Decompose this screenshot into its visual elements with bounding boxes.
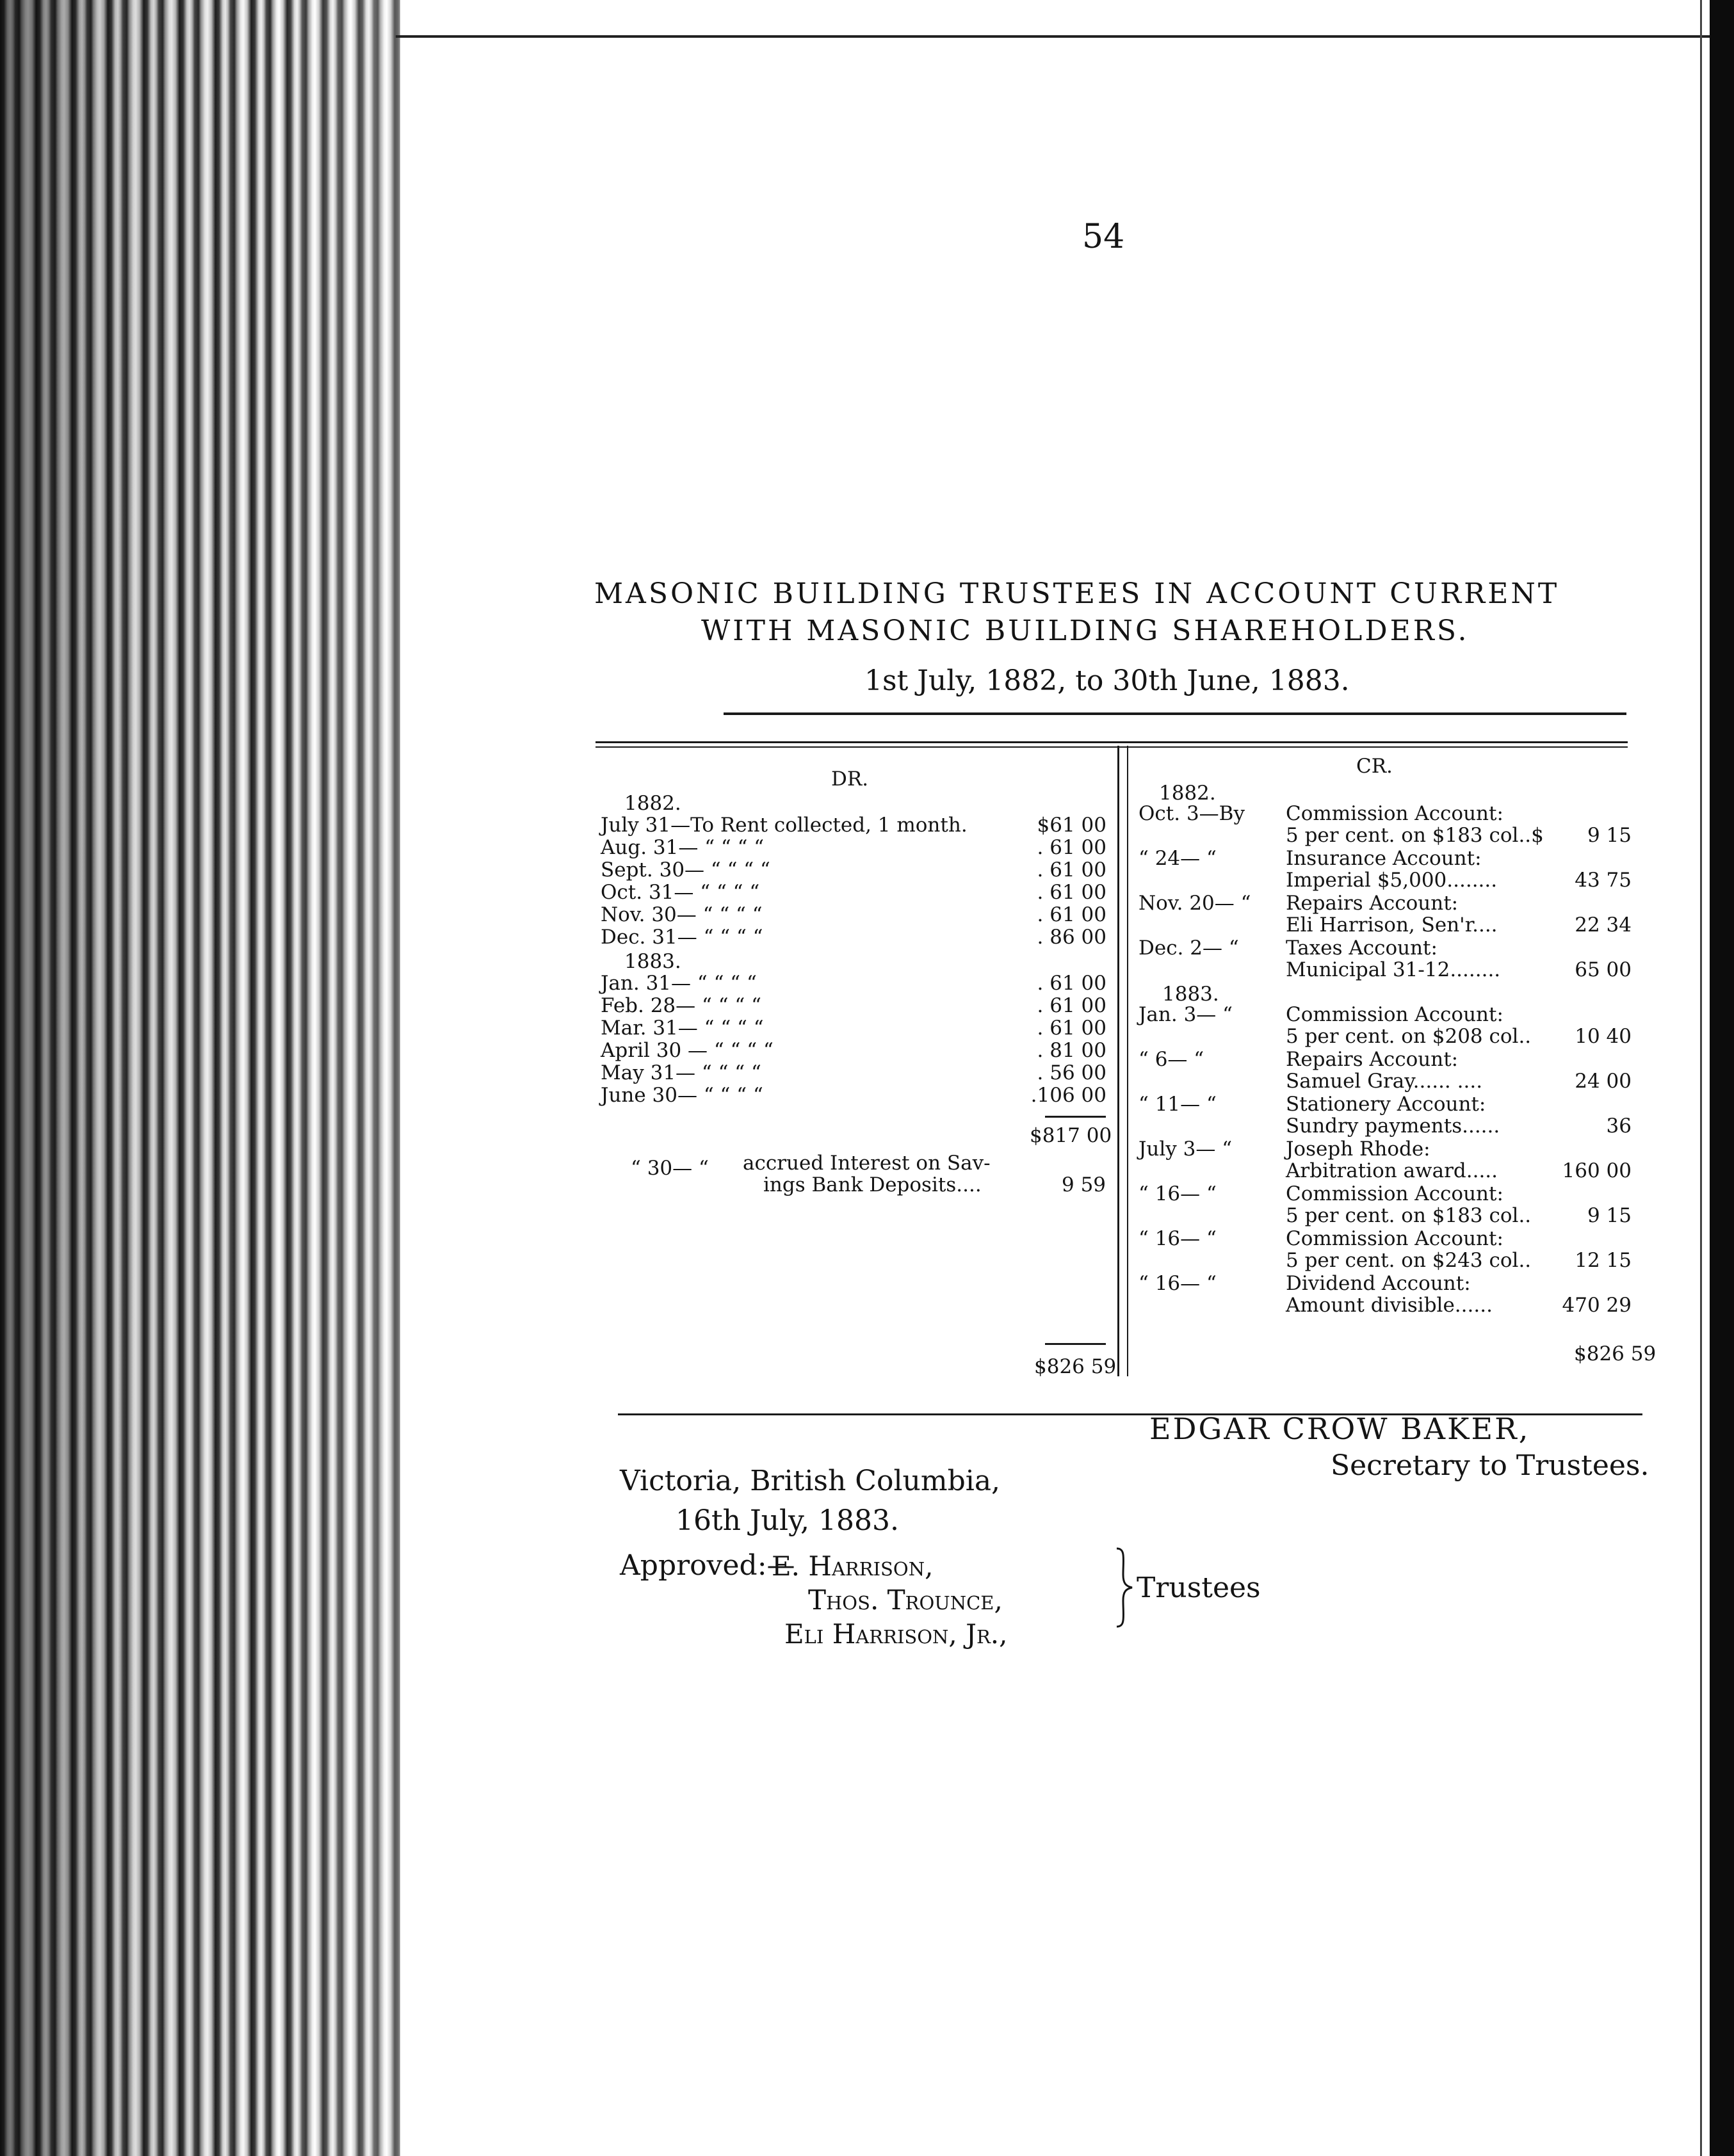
dr-entry-amount: . 56 00 [1037, 1061, 1106, 1084]
title-line-2: WITH MASONIC BUILDING SHAREHOLDERS. [701, 615, 1470, 647]
cr-entry-account: Commission Account: [1286, 1182, 1503, 1205]
cr-year-1882: 1882. [1159, 782, 1216, 805]
approver-3: Eli Harrison, Jr., [784, 1618, 1008, 1650]
dr-entry-date: May 31— “ “ “ “ [601, 1061, 761, 1084]
dr-interest-amount: 9 59 [1062, 1173, 1106, 1196]
dr-entry-date: July 31—To Rent collected, 1 month. [601, 814, 968, 837]
dr-interest-line-2: ings Bank Deposits.... [763, 1173, 982, 1196]
cr-heading: CR. [1356, 755, 1393, 778]
dr-entry-date: Aug. 31— “ “ “ “ [601, 836, 765, 859]
approved-label: Approved:— [620, 1549, 795, 1582]
dr-entry-amount: . 86 00 [1037, 926, 1106, 949]
cr-entry-amount: 9 15 [1587, 1204, 1632, 1227]
dr-interest-date: “ 30— “ [631, 1157, 709, 1180]
cr-entry-amount: 9 15 [1587, 824, 1632, 847]
dr-year-1882: 1882. [624, 792, 681, 815]
cr-entry-amount: 65 00 [1575, 958, 1632, 981]
cr-entry-account: Stationery Account: [1286, 1093, 1486, 1116]
cr-entry-date: “ 11— “ [1138, 1093, 1217, 1116]
approver-1: E. Harrison, [772, 1550, 934, 1582]
column-divider-thin [1127, 746, 1128, 1376]
brace-icon [1113, 1546, 1138, 1629]
cr-entry-amount: 43 75 [1575, 869, 1632, 892]
dr-entry-date: Mar. 31— “ “ “ “ [601, 1017, 764, 1040]
cr-entry-account: Insurance Account: [1286, 847, 1482, 870]
cr-entry-account: Repairs Account: [1286, 1048, 1459, 1071]
cr-entry-amount: 24 00 [1575, 1070, 1632, 1093]
cr-entry-account: Commission Account: [1286, 1003, 1503, 1026]
cr-entry-detail: 5 per cent. on $208 col.. [1286, 1025, 1532, 1048]
cr-entry-date: Jan. 3— “ [1138, 1003, 1233, 1026]
cr-entry-detail: Imperial $5,000........ [1286, 869, 1498, 892]
cr-entry-detail: Municipal 31-12........ [1286, 958, 1501, 981]
dr-entry-date: Jan. 31— “ “ “ “ [601, 972, 757, 995]
cr-entry-detail: 5 per cent. on $183 col.. [1286, 1204, 1532, 1227]
cr-entry-amount: 36 [1606, 1114, 1632, 1138]
account-period: 1st July, 1882, to 30th June, 1883. [864, 664, 1350, 697]
dr-entry-amount: . 61 00 [1037, 994, 1106, 1017]
cr-entry-amount: 470 29 [1562, 1294, 1632, 1317]
header-rule-top [724, 712, 1626, 715]
cr-entry-account: Repairs Account: [1286, 892, 1459, 915]
cr-entry-amount: 10 40 [1575, 1025, 1632, 1048]
dr-total: $826 59 [1034, 1355, 1117, 1378]
header-rule-left [596, 741, 1628, 743]
column-divider [1117, 746, 1119, 1376]
dr-entry-date: June 30— “ “ “ “ [601, 1084, 763, 1107]
cr-entry-account: Dividend Account: [1286, 1272, 1471, 1295]
signatory-title: Secretary to Trustees. [1331, 1449, 1649, 1482]
scan-border [1710, 0, 1734, 2156]
trustees-label: Trustees [1137, 1572, 1261, 1604]
cr-entry-detail: Samuel Gray...... .... [1286, 1070, 1483, 1093]
cr-entry-account: Commission Account: [1286, 802, 1503, 825]
cr-entry-detail: 5 per cent. on $243 col.. [1286, 1249, 1532, 1272]
cr-entry-detail: Sundry payments...... [1286, 1114, 1500, 1138]
dr-entry-date: Feb. 28— “ “ “ “ [601, 994, 761, 1017]
dr-entry-amount: $61 00 [1037, 814, 1106, 837]
cr-entry-date: “ 24— “ [1138, 847, 1217, 870]
cr-entry-detail: Amount divisible...... [1286, 1294, 1493, 1317]
cr-entry-amount: 160 00 [1562, 1159, 1632, 1182]
cr-entry-date: July 3— “ [1138, 1138, 1233, 1161]
dr-entry-date: April 30 — “ “ “ “ [601, 1039, 774, 1062]
cr-entry-date: “ 16— “ [1138, 1227, 1217, 1250]
dr-entry-amount: . 81 00 [1037, 1039, 1106, 1062]
dr-subtotal: $817 00 [1030, 1124, 1112, 1147]
cr-entry-date: “ 16— “ [1138, 1272, 1217, 1295]
cr-year-1883: 1883. [1162, 983, 1219, 1006]
cr-entry-date: Nov. 20— “ [1138, 892, 1251, 915]
book-edge-shading [0, 0, 400, 2156]
cr-entry-date: Dec. 2— “ [1138, 937, 1239, 960]
cr-total: $826 59 [1574, 1342, 1657, 1365]
approver-2: Thos. Trounce, [808, 1584, 1003, 1616]
dr-entry-amount: . 61 00 [1037, 836, 1106, 859]
dr-entry-amount: . 61 00 [1037, 972, 1106, 995]
dr-heading: DR. [831, 768, 869, 791]
dr-entry-amount: . 61 00 [1037, 881, 1106, 904]
cr-entry-date: “ 16— “ [1138, 1182, 1217, 1205]
page-number: 54 [1082, 218, 1125, 256]
cr-entry-detail: Arbitration award..... [1286, 1159, 1498, 1182]
place: Victoria, British Columbia, [620, 1465, 1001, 1497]
dr-entry-date: Oct. 31— “ “ “ “ [601, 881, 760, 904]
cr-entry-date: “ 6— “ [1138, 1048, 1204, 1071]
cr-entry-account: Joseph Rhode: [1286, 1138, 1430, 1161]
header-rule-left-thin [596, 746, 1628, 748]
cr-entry-detail: Eli Harrison, Sen'r.... [1286, 913, 1498, 937]
dr-entry-amount: .106 00 [1030, 1084, 1106, 1107]
date: 16th July, 1883. [676, 1504, 899, 1537]
dr-entry-date: Dec. 31— “ “ “ “ [601, 926, 763, 949]
cr-entry-detail: 5 per cent. on $183 col..$ [1286, 824, 1544, 847]
dr-total-rule [1045, 1343, 1106, 1345]
cr-entry-amount: 22 34 [1575, 913, 1632, 937]
dr-interest-line-1: accrued Interest on Sav- [743, 1152, 991, 1175]
cr-entry-amount: 12 15 [1575, 1249, 1632, 1272]
signatory-name: EDGAR CROW BAKER, [1149, 1412, 1530, 1446]
cr-entry-account: Taxes Account: [1286, 937, 1438, 960]
dr-year-1883: 1883. [624, 950, 681, 973]
dr-entry-amount: . 61 00 [1037, 858, 1106, 881]
page-right-edge [1700, 0, 1702, 2156]
title-line-1: MASONIC BUILDING TRUSTEES IN ACCOUNT CURRENT [594, 577, 1560, 610]
cr-entry-account: Commission Account: [1286, 1227, 1503, 1250]
cr-entry-date: Oct. 3—By [1138, 802, 1245, 825]
dr-entry-date: Nov. 30— “ “ “ “ [601, 903, 763, 926]
dr-subtotal-rule [1045, 1116, 1106, 1118]
dr-entry-amount: . 61 00 [1037, 903, 1106, 926]
dr-entry-amount: . 61 00 [1037, 1017, 1106, 1040]
page-top-edge [396, 35, 1710, 38]
dr-entry-date: Sept. 30— “ “ “ “ [601, 858, 770, 881]
